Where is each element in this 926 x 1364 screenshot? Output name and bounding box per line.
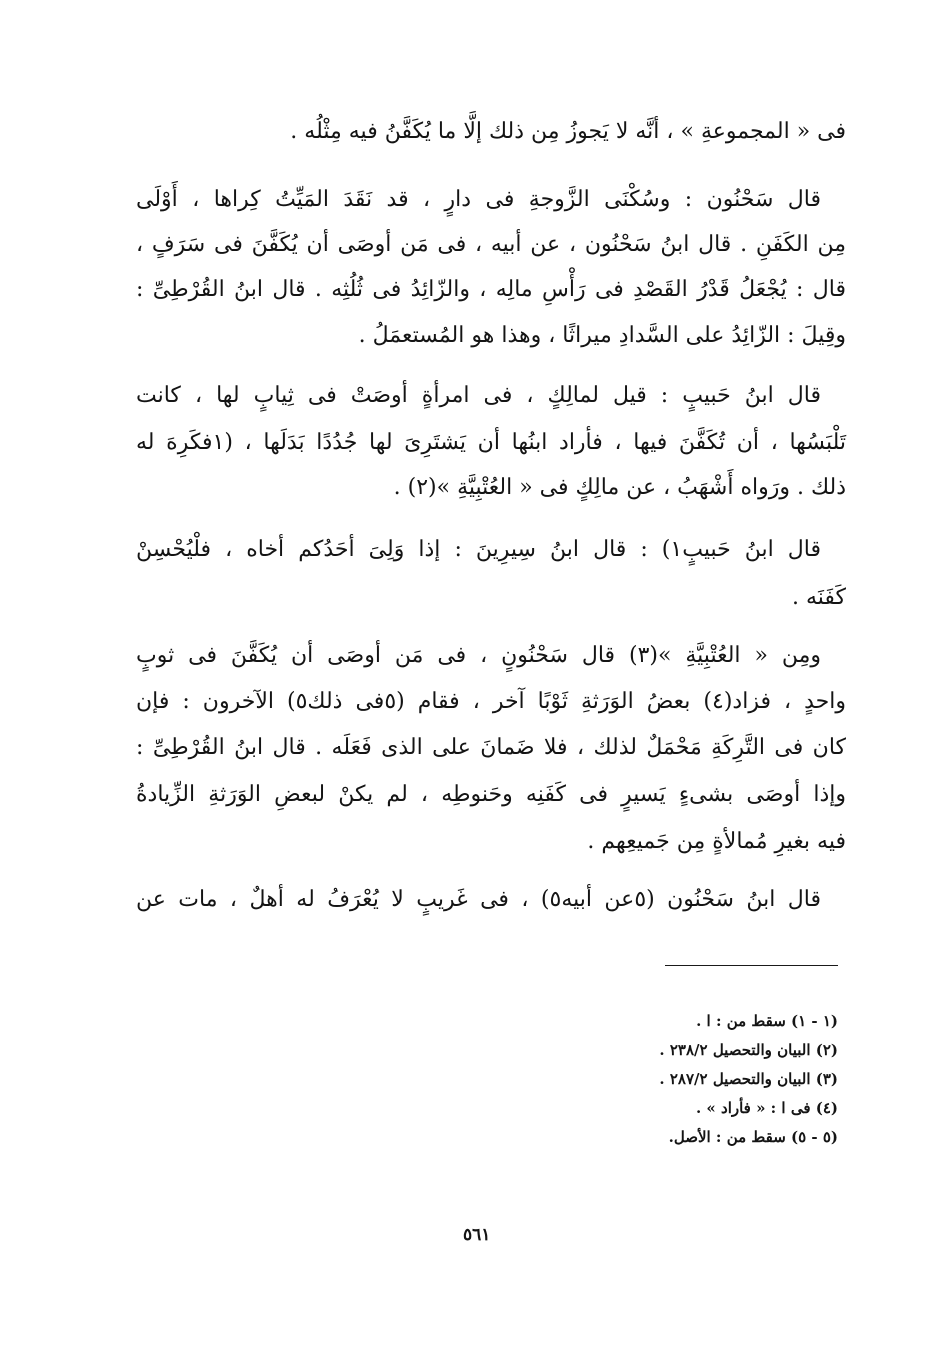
footnote: (٢) البيان والتحصيل ٢٣٨/٢ . [659, 1041, 838, 1059]
footnote-separator [665, 965, 838, 966]
text-line: ومِن « العُتْبِيَّةِ »(٣) قال سَحْنُونٍ ، فى مَن أوصَى أن يُكَفَّنَ فى ثوبٍ [136, 643, 821, 668]
text-line: قال ابنُ حَبيبٍ١) : قال ابنُ سِيرِينَ : إذا وَلِىَ أحَدُكم أخاه ، فلْيُحْسِنْ [136, 537, 821, 562]
text-line: كَفَنَه . [791, 585, 846, 610]
footnote: (١ - ١) سقط من : ا . [696, 1012, 838, 1030]
footnote: (٣) البيان والتحصيل ٢٨٧/٢ . [659, 1070, 838, 1088]
footnote: (٥ - ٥) سقط من : الأصل. [668, 1128, 838, 1146]
text-line: ذلك . ورَواه أَشْهَبُ ، عن مالِكٍ فى « العُتْبِيَّةِ »(٢) . [393, 475, 846, 500]
page-number: ٥٦١ [463, 1225, 491, 1245]
text-line: فى « المجموعةِ » ، أنَّه لا يَجوزُ مِن ذلك إلَّا ما يُكَفَّنُ فيه مِثْلُه . [290, 119, 846, 144]
text-line: قال ابنُ سَحْنُون (٥عن أبيه٥) ، فى غَريبٍ لا يُعْرَفُ له أهلٌ ، مات عن [136, 887, 821, 912]
text-line: وإذا أوصَى بشىءٍ يَسيرٍ فى كَفَنِه وحَنوطِه ، لم يكنْ لبعضِ الوَرَثةِ الزِّيادةُ [136, 782, 846, 807]
footnote: (٤) فى ا : « فأراد » . [695, 1099, 838, 1117]
text-line: فيه بغيرِ مُمالأةٍ مِن جَميعِهم . [587, 829, 846, 854]
text-line: قال : يُجْعَلُ قَدْرُ القَصْدِ فى رَأْسِ مالِه ، والزّائِدُ فى ثُلُثِه . قال ابنُ القُرْطِىِّ : [136, 277, 846, 302]
text-line: وقِيلَ : الزّائِدُ على السَّدادِ ميراثًا ، وهذا هو المُستعمَلُ . [358, 323, 846, 348]
text-line: قال سَحْنُون : وسُكْنَى الزَّوجةِ فى دارٍ ، قد نَقَدَ المَيِّتُ كِراها ، أَوْلَى [136, 187, 821, 212]
text-line: مِن الكَفَنِ . قال ابنُ سَحْنُون ، عن أبيه ، فى مَن أوصَى أن يُكَفَّنَ فى سَرَفٍ ، [136, 232, 846, 257]
text-line: كان فى التَّرِكَةِ مَحْمَلٌ لذلك ، فلا ضَمانَ على الذى فَعَلَه . قال ابنُ القُرْطِىِّ : [136, 735, 846, 760]
text-line: قال ابنُ حَبيبٍ : قيل لمالِكٍ ، فى امرأةٍ أوصَتْ فى ثِيابٍ لها ، كانت [136, 383, 821, 408]
text-line: واحدٍ ، فزاد(٤) بعضُ الوَرَثةِ ثَوْبًا آخر ، فقام (٥فى ذلك٥) الآخرون : فإن [136, 689, 846, 714]
text-line: تَلْبَسُها ، أن تُكَفَّنَ فيها ، فأراد ابنُها أن يَشتَرِىَ لها جُدُدًا بَدَلَها ، (١فكَرِهَ له [136, 430, 846, 455]
